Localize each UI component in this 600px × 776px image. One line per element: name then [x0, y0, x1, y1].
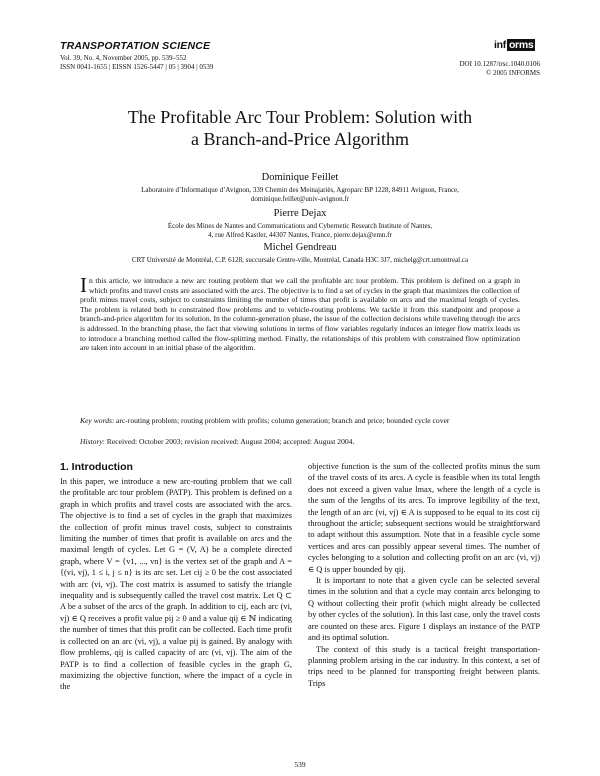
affiliation-email: 4, rue Alfred Kastler, 44307 Nantes, France, pierre.dejax@emn.fr [208, 231, 392, 239]
section-heading: 1. Introduction [60, 461, 133, 473]
affiliation-line: CRT Université de Montréal, C.P. 6128, succursale Centre-ville, Montréal, Canada H3C 3J7, michelg@crt.umontreal.ca [131, 256, 469, 264]
title-line-1: The Profitable Arc Tour Problem: Solution with [127, 107, 473, 127]
history-text: : Received: October 2003; revision received: August 2004; accepted: August 2004. [102, 437, 355, 446]
body-column-left [60, 460, 292, 693]
affiliation-line: École des Mines de Nantes and Communications and Cybernetic Research Institute of Nantes, [167, 222, 433, 230]
title-line-2: a Branch-and-Price Algorithm [191, 129, 409, 149]
paragraph: objective function is the sum of the collected profits minus the sum of the travel costs of its arcs. A cycle is feasible when its total length does not exceed a given value lmax, where the length of a cycle is the sum of the lengths of its arcs. To improve legibility of the text, the length of an arc (vi, vj) ∈ A is supposed to be equal to its cost cij throughout the article; subsequent sections would be straightforward to adapt without this assumption. Note that in a feasible cycle some vertices and arcs can possibly appear several times. The number of cycles belonging to a solution and collecting profit on an arc (vi, vj) ∈ Q is upper bounded by qij. [308, 462, 540, 574]
author-name: Pierre Dejax [273, 208, 327, 219]
keywords-text: : arc-routing problem; routing problem with profits; column generation; branch and price; bounded cycle cover [112, 416, 450, 425]
author-name: Michel Gendreau [263, 242, 337, 253]
history [80, 437, 520, 447]
doi-line: DOI 10.1287/trsc.1040.0106 [459, 60, 540, 68]
author-affiliation [60, 222, 540, 240]
author-affiliation [60, 256, 540, 265]
paragraph: It is important to note that a given cycle can be selected several times in the solution and that a cycle may contain arcs belonging to Q without collecting their profit (which might already be collected by other cycles of the solution). In this last case, only the travel costs are counted on these arcs. Figure 1 displays an instance of the PATP and its optimal solution. [308, 576, 540, 643]
doi-info [460, 60, 541, 78]
abstract [80, 273, 520, 353]
paper-title [60, 106, 540, 150]
journal-name: TRANSPORTATION SCIENCE [60, 40, 211, 52]
affiliation-email: dominique.feillet@univ-avignon.fr [250, 195, 350, 203]
body-column-right [308, 461, 540, 689]
logo-accent-text: orms [508, 39, 534, 51]
author-name: Dominique Feillet [261, 172, 339, 183]
paragraph: In this paper, we introduce a new arc-routing problem that we call the profitable arc tour problem (PATP). This problem is defined on a graph in which profits and travel costs are associated with the arcs. The objective is to find a set of cycles in the graph that maximizes the collection of profit minus travel costs, subject to constraints limiting the number of times that profit is available on arcs and the maximal length of cycles. Let G = (V, A) be a complete directed graph, where V = {v1, ..., vn} is the vertex set of the graph and A = {(vi, vj), 1 ≤ i, j ≤ n} is its arc set. Let cij ≥ 0 be the cost associated with arc (vi, vj). The cost matrix is assumed to satisfy the triangle inequality and is subsequently called the travel cost matrix. Let Q ⊂ A be a subset of the arcs of the graph. In addition to cij, each arc (vi, vj) ∈ Q receives a profit value pij ≥ 0 and a value qij ∈ ℕ indicating the number of times that this profit can be collected. Each time profit is collected on an arc (vi, vj), a value pij is gained. By analogy with flow problems, qij is called capacity of arc (vi, vj). The aim of the PATP is to find a collection of feasible cycles in the graph G, maximizing the objective function, where the impact of a cycle in the [60, 477, 292, 692]
logo-main-text: inf [494, 39, 506, 51]
keywords-label: Key words [80, 416, 112, 425]
history-label: History [80, 437, 103, 446]
volume-line: Vol. 39, No. 4, November 2005, pp. 539–552 [60, 54, 187, 62]
keywords [80, 416, 520, 426]
affiliation-line: Laboratoire d’Informatique d’Avignon, 339 Chemin des Meinajariès, Agroparc BP 1228, 84911 Avignon, France, [141, 186, 459, 194]
copyright-line: © 2005 INFORMS [486, 69, 540, 77]
abstract-text: n this article, we introduce a new arc routing problem that we call the profitable arc tour problem. This problem is defined on a graph in which profits and travel costs are associated with the arcs. The objective is to find a set of cycles in the graph that maximizes the collection of profit minus travel costs, subject to constraints limiting the number of times that profit is available on arcs and the maximal length of cycles. The problem is related both to constrained flow problems and to vehicle-routing problems. We tackle it from this standpoint and propose a branch-and-price algorithm for its solution. In the column-generation phase, the issue of the collection decisions while traveling through the arcs is addressed. In the branching phase, the fact that viewing solutions in terms of flow variables regularly induces an integer flow matrix leads us to introduce a branching method called the flow-splitting method. Finally, the relationships of this problem with constrained flow optimization are taken into account in an initial phase of the algorithm. [80, 276, 520, 353]
paragraph: The context of this study is a tactical freight transportation-planning problem arising in the car industry. In this context, a set of trips need to be planned for transporting freight between plants. Trips [308, 644, 540, 688]
volume-info [60, 54, 213, 72]
author-affiliation [60, 186, 540, 204]
issn-line: ISSN 0041-1655 | EISSN 1526-5447 | 05 | 3904 | 0539 [60, 63, 214, 71]
abstract-dropcap: I [80, 273, 87, 297]
page-number: 539 [294, 760, 306, 769]
informs-logo [494, 39, 541, 51]
